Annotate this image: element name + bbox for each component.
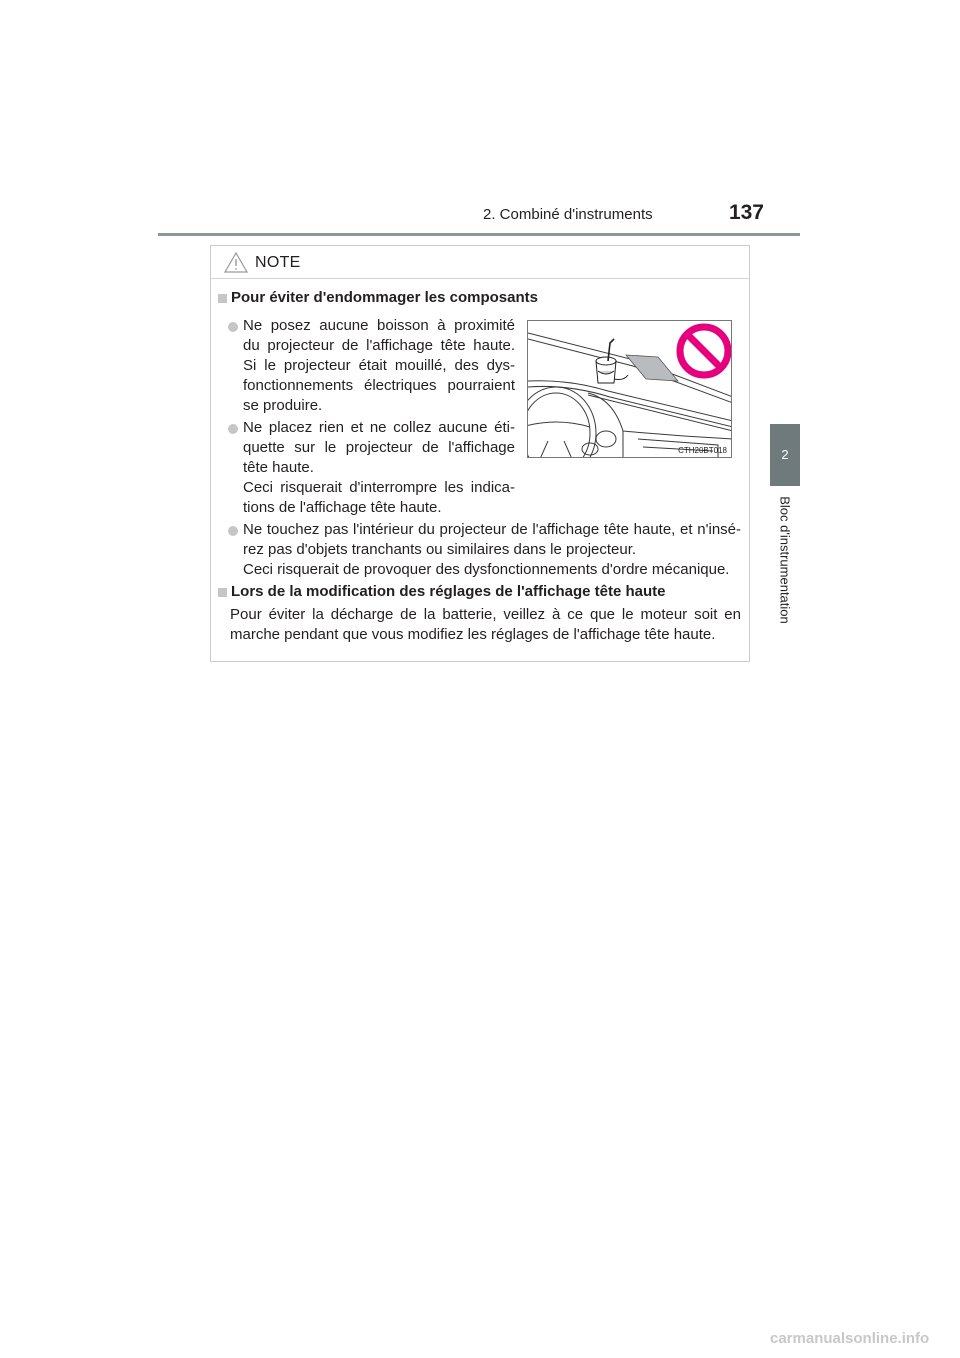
item2-line: Ne placez rien et ne collez aucune éti- <box>243 419 515 436</box>
item3-text <box>243 520 741 580</box>
item1-line: fonctionnements électriques pourraient <box>243 377 515 394</box>
item3-line: Ne touchez pas l'intérieur du projecteur de l'affichage tête haute, et n'insé- <box>243 521 741 538</box>
item1-text <box>243 316 515 416</box>
heading-square-bullet <box>218 294 227 303</box>
note-title: NOTE <box>255 254 301 271</box>
header-rule <box>158 233 800 236</box>
item1-bullet <box>228 322 238 332</box>
header-section-title: 2. Combiné d'instruments <box>483 206 653 223</box>
note-header <box>211 246 749 279</box>
item3-bullet <box>228 526 238 536</box>
section2-line: marche pendant que vous modifiez les réglages de l'affichage tête haute. <box>230 626 716 643</box>
section2-line: Pour éviter la décharge de la batterie, veillez à ce que le moteur soit en <box>230 606 741 623</box>
page-number: 137 <box>728 201 764 224</box>
prohibition-icon <box>680 327 728 375</box>
figure-code: CTH20BT018 <box>678 446 727 455</box>
item1-line: du projecteur de l'affichage tête haute. <box>243 337 515 354</box>
warning-triangle-icon <box>224 252 248 273</box>
item2-line: Ceci risquerait d'interrompre les indica- <box>243 479 515 496</box>
item2-line: tête haute. <box>243 459 314 476</box>
item1-line: Si le projecteur était mouillé, des dys- <box>243 357 515 374</box>
item2-line: tions de l'affichage tête haute. <box>243 499 442 516</box>
item1-line: Ne posez aucune boisson à proximité <box>243 317 515 334</box>
section2-heading: Lors de la modification des réglages de l'affichage tête haute <box>231 583 666 600</box>
item2-text <box>243 418 515 518</box>
heading-square-bullet <box>218 588 227 597</box>
chapter-tab: 2 <box>770 424 800 486</box>
item2-bullet <box>228 424 238 434</box>
item1-line: se produire. <box>243 397 323 414</box>
item2-line: quette sur le projecteur de l'affichage <box>243 439 515 456</box>
section1-heading: Pour éviter d'endommager les composants <box>231 289 538 306</box>
watermark: carmanualsonline.info <box>770 1330 930 1347</box>
chapter-label-text: Bloc d'instrumentation <box>777 496 793 624</box>
item3-line: rez pas d'objets tranchants ou similaires dans le projecteur. <box>243 541 637 558</box>
item3-line: Ceci risquerait de provoquer des dysfonctionnements d'ordre mécanique. <box>243 561 730 578</box>
dashboard-drawing <box>528 321 732 458</box>
section2-body <box>230 605 741 645</box>
hud-projector-illustration <box>527 320 732 458</box>
